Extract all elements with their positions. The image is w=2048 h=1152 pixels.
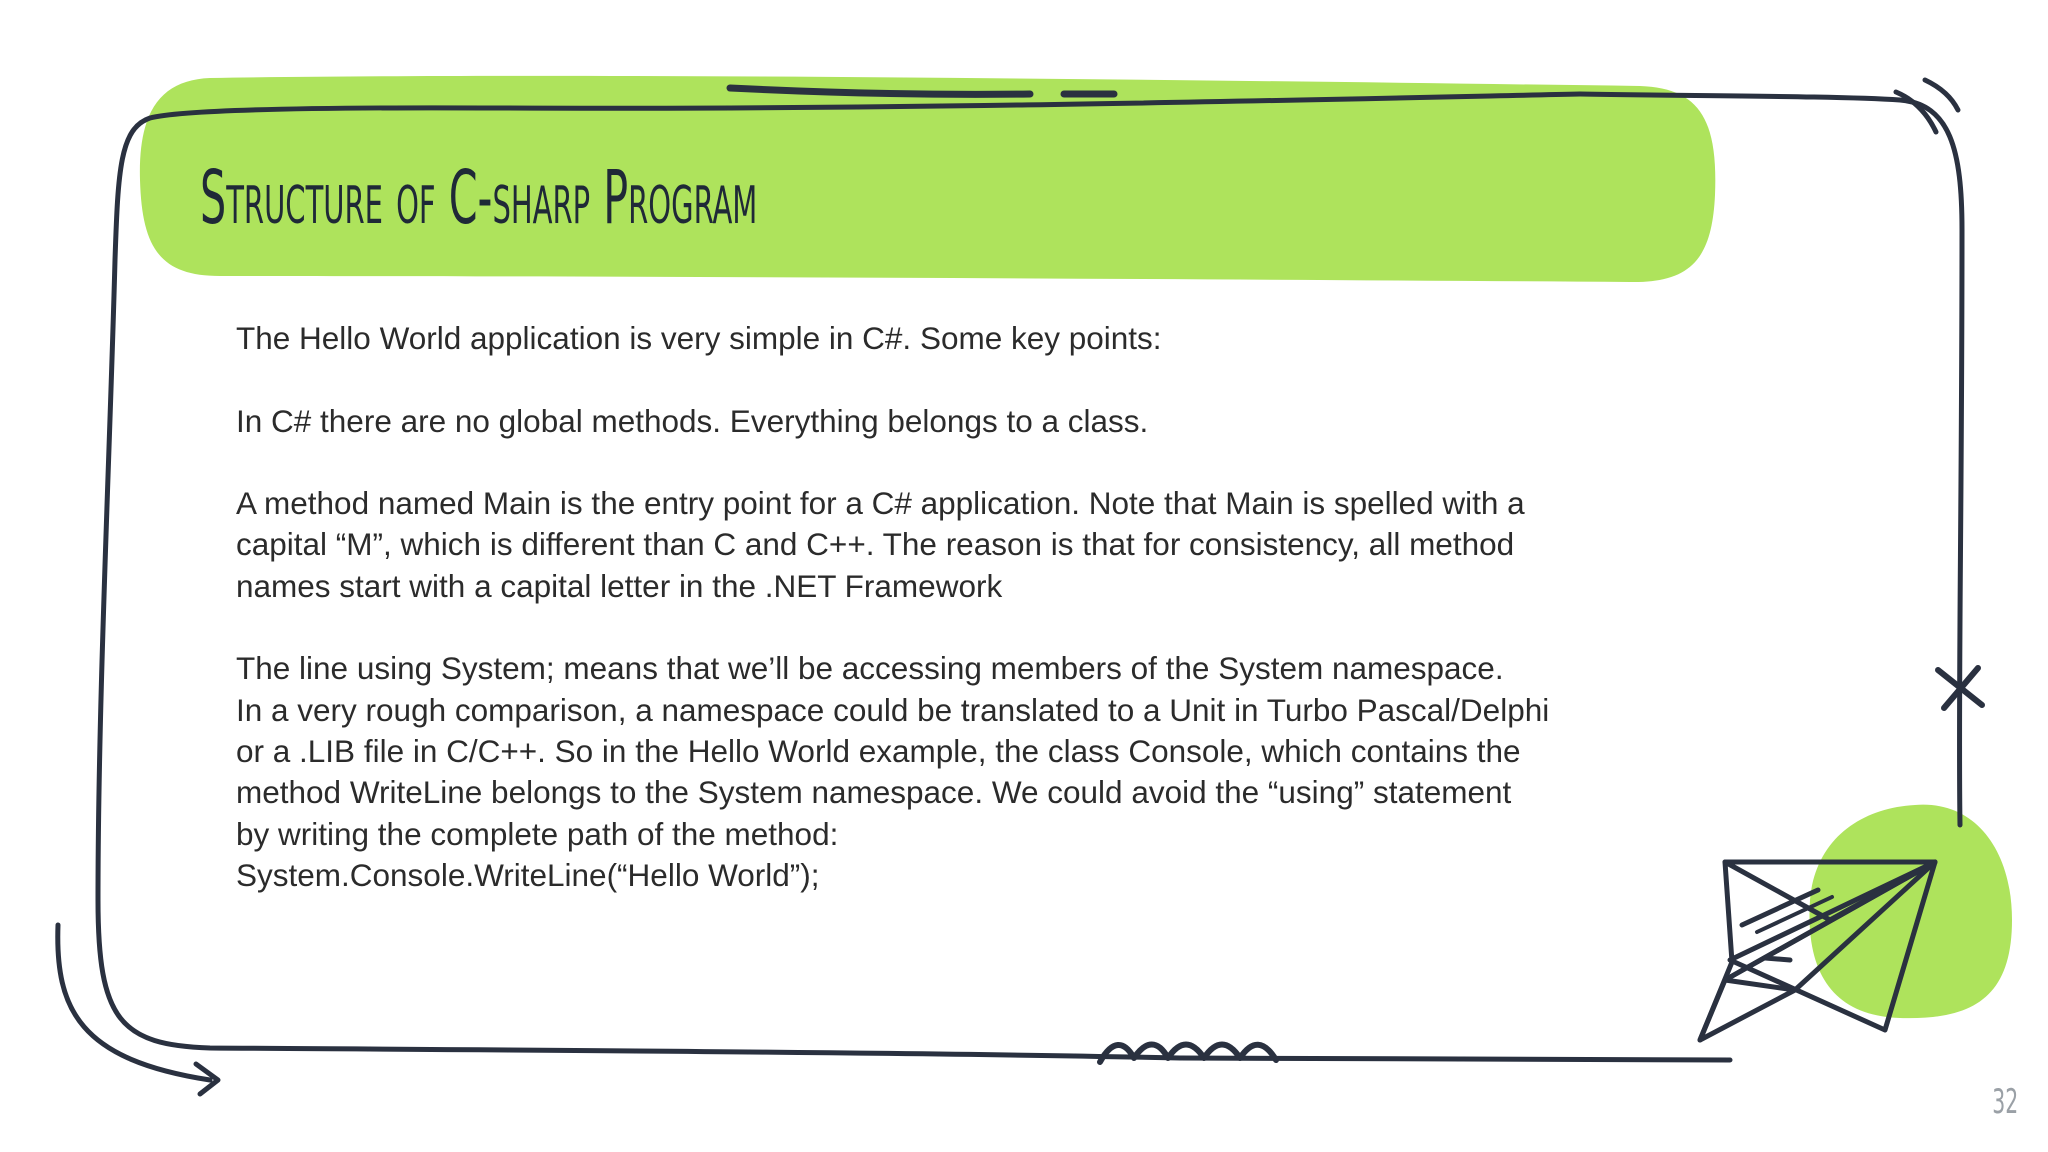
- slide-title: Structure of C-sharp Program: [200, 155, 758, 241]
- sparkle-line-2: [1925, 80, 1958, 110]
- body-text: [236, 318, 1736, 896]
- speed-line-3: [1765, 958, 1790, 960]
- curved-arrow-icon: [58, 925, 218, 1094]
- paragraph-using-system: The line using System; means that we’ll be accessing members of the System namespace. In a very rough comparison, a namespace could be translated to a Unit in Turbo Pascal/Delphi or a .LIB file in C/C++. So in the Hello World example, the class Console, which contains the method WriteLine belongs to the System namespace. We could avoid the “using” statement by writing the complete path of the method: System.Console.WriteLine(“Hello World”);: [236, 650, 1550, 893]
- paragraph-intro: The Hello World application is very simple in C#. Some key points:: [236, 320, 1162, 356]
- green-blob: [1809, 805, 2012, 1018]
- paragraph-global-methods: In C# there are no global methods. Everything belongs to a class.: [236, 402, 1149, 439]
- paragraph-main-method: A method named Main is the entry point for a C# application. Note that Main is spelled with a capital “M”, which is different than C and C++. The reason is that for consistency, all method names start with a capital letter in the .NET Framework: [236, 485, 1525, 604]
- page-number: 32: [1992, 1082, 2018, 1122]
